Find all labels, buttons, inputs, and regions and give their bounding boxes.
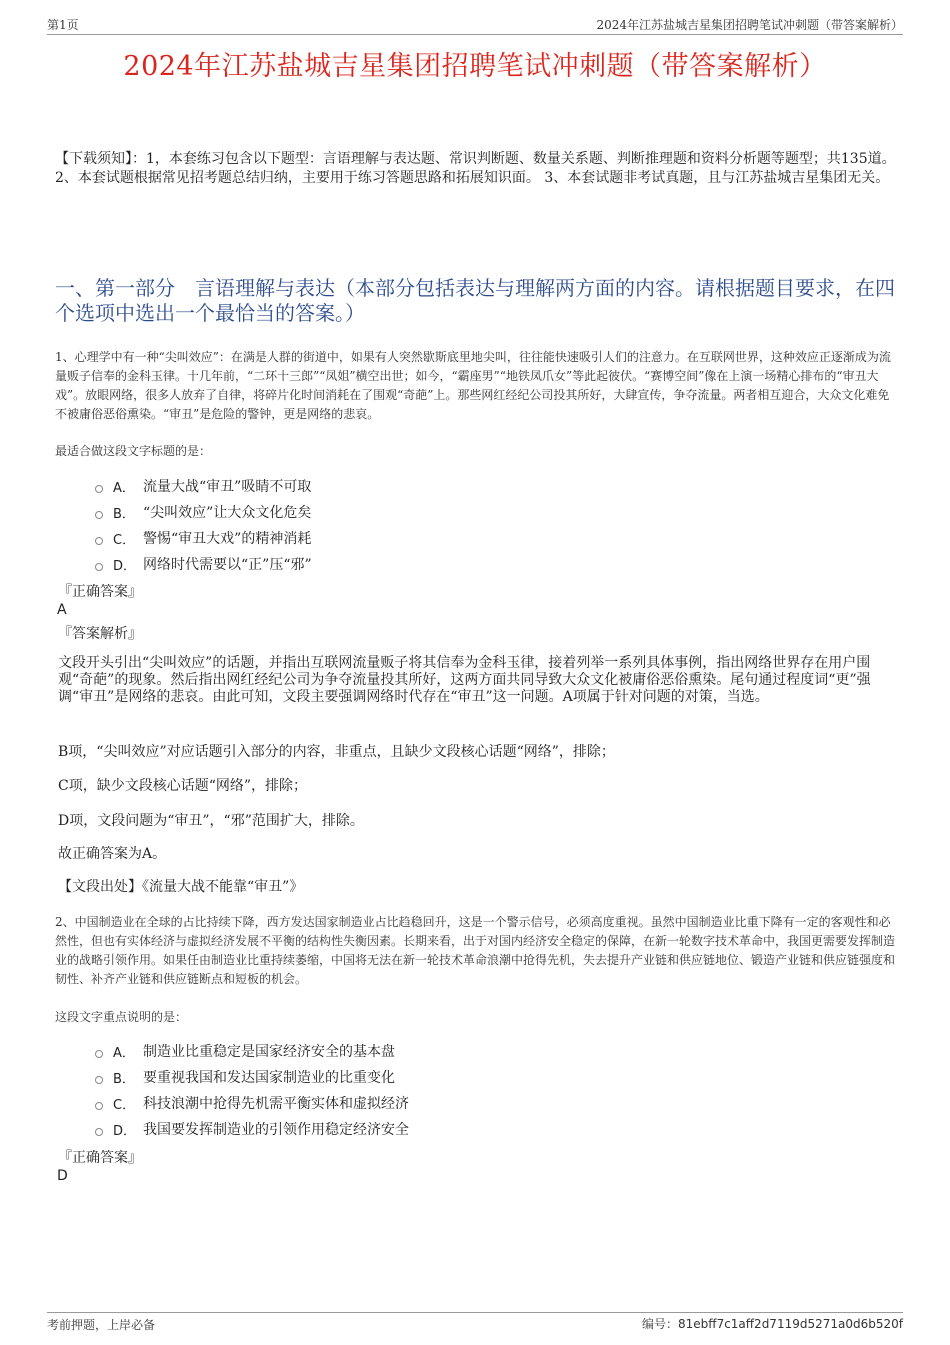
analysis-label: 『答案解析』 — [58, 626, 142, 642]
question-2-text: 2、中国制造业在全球的占比持续下降，西方发达国家制造业占比趋稳回升，这是一个警示信号，必须高度重视。虽然中国制造业比重下降有一定的客观性和必然性，但也有实体经济与虚拟经济发展不平衡的结构性失衡因素。长期来看，出于对国内经济安全稳定的保障，在新一轮数字技术革命中，我国更需要发挥制造业的战略引领作用。如果任由制造业比重持续萎缩，中国将无法在新一轮技术革命浪潮中抢得先机，失去提升产业链和供应链地位、锻造产业链和供应链强度和韧性、补齐产业链和供应链断点和短板的机会。 — [55, 915, 896, 986]
option-b[interactable] — [95, 499, 695, 525]
option-text: 科技浪潮中抢得先机需平衡实体和虚拟经济 — [143, 1096, 409, 1112]
option-letter: B． — [113, 1071, 135, 1087]
answer-label: 『正确答案』 — [58, 1150, 142, 1166]
answer-label: 『正确答案』 — [58, 584, 142, 600]
radio-icon[interactable] — [95, 1128, 103, 1136]
option-letter: A． — [113, 1045, 135, 1061]
option-letter: D． — [113, 1123, 137, 1139]
question-1-prompt: 最适合做这段文字标题的是： — [55, 444, 212, 458]
download-notice: 【下载须知】：1，本套练习包含以下题型：言语理解与表达题、常识判断题、数量关系题、判断推理题和资料分析题等题型；共135道。 2、本套试题根据常见招考题总结归纳，主要用于练习答题思路和拓展知识面。 3、本套试题非考试真题，且与江苏盐城吉星集团无关。 — [55, 151, 896, 186]
answer-value: D — [57, 1168, 68, 1184]
option-c[interactable] — [95, 525, 695, 551]
option-a[interactable] — [95, 473, 695, 499]
option-text: 流量大战“审丑”吸睛不可取 — [143, 479, 312, 495]
option-letter: A． — [113, 480, 135, 496]
radio-icon[interactable] — [95, 1076, 103, 1084]
question-2-prompt: 这段文字重点说明的是： — [55, 1010, 188, 1024]
option-b[interactable] — [95, 1064, 695, 1090]
question-1-text: 1、心理学中有一种“尖叫效应”：在满是人群的街道中，如果有人突然歇斯底里地尖叫，往往能快速吸引人们的注意力。在互联网世界，这种效应正逐渐成为流量贩子信奉的金科玉律。十几年前，“二环十三郎”“凤姐”横空出世；如今，“霸座男”“地铁凤爪女”等此起彼伏。“赛博空间”像在上演一场精心排布的“审丑大戏”。放眼网络，很多人放弃了自律，将碎片化时间消耗在了围观“奇葩”上。那些网红经纪公司投其所好，大肆宣传，争夺流量。两者相互迎合，大众文化难免不被庸俗恶俗熏染。“审丑”是危险的警钟，更是网络的悲哀。 — [55, 350, 891, 421]
question-2-options — [95, 1038, 695, 1142]
footer-slogan: 考前押题，上岸必备 — [47, 1318, 156, 1332]
radio-icon[interactable] — [95, 537, 103, 545]
option-d[interactable] — [95, 551, 695, 577]
option-letter: B． — [113, 506, 135, 522]
option-c[interactable] — [95, 1090, 695, 1116]
option-text: 我国要发挥制造业的引领作用稳定经济安全 — [143, 1122, 409, 1138]
radio-icon[interactable] — [95, 563, 103, 571]
page-header — [47, 14, 903, 35]
option-text: “尖叫效应”让大众文化危矣 — [143, 505, 312, 521]
document-code — [642, 1315, 903, 1332]
option-text: 网络时代需要以“正”压“邪” — [143, 557, 312, 573]
page-footer — [47, 1312, 903, 1333]
question-1-options — [95, 473, 695, 577]
radio-icon[interactable] — [95, 1050, 103, 1058]
option-letter: C． — [113, 532, 136, 548]
code-label: 编号： — [642, 1317, 679, 1331]
option-d[interactable] — [95, 1116, 695, 1142]
page-number: 第1页 — [47, 18, 79, 32]
header-doc-title: 2024年江苏盐城吉星集团招聘笔试冲刺题（带答案解析） — [596, 18, 903, 32]
answer-value: A — [57, 602, 67, 618]
radio-icon[interactable] — [95, 1102, 103, 1110]
option-text: 制造业比重稳定是国家经济安全的基本盘 — [143, 1044, 395, 1060]
option-text: 要重视我国和发达国家制造业的比重变化 — [143, 1070, 395, 1086]
radio-icon[interactable] — [95, 511, 103, 519]
analysis-paragraph: D项，文段问题为“审丑”，“邪”范围扩大，排除。 — [58, 813, 364, 829]
analysis-paragraph: B项，“尖叫效应”对应话题引入部分的内容，非重点，且缺少文段核心话题“网络”，排除； — [58, 744, 615, 760]
option-letter: D． — [113, 558, 137, 574]
passage-source: 【文段出处】《流量大战不能靠“审丑”》 — [58, 879, 304, 895]
option-a[interactable] — [95, 1038, 695, 1064]
option-letter: C． — [113, 1097, 136, 1113]
document-title: 2024年江苏盐城吉星集团招聘笔试冲刺题（带答案解析） — [123, 51, 827, 82]
code-value: 81ebff7c1aff2d7119d5271a0d6b520f — [678, 1317, 903, 1331]
analysis-paragraph: 故正确答案为A。 — [58, 846, 167, 862]
analysis-paragraph: 文段开头引出“尖叫效应”的话题，并指出互联网流量贩子将其信奉为金科玉律，接着列举一系列具体事例，指出网络世界存在用户围观“奇葩”的现象。然后指出网红经纪公司为争夺流量投其所好，这两方面共同导致大众文化被庸俗恶俗熏染。尾句通过程度词“更”强调“审丑”是网络的悲哀。由此可知，文段主要强调网络时代存在“审丑”这一问题。A项属于针对问题的对策，当选。 — [58, 655, 871, 705]
radio-icon[interactable] — [95, 485, 103, 493]
analysis-paragraph: C项，缺少文段核心话题“网络”，排除； — [58, 778, 308, 794]
option-text: 警惕“审丑大戏”的精神消耗 — [143, 531, 312, 547]
section-heading: 一、第一部分 言语理解与表达（本部分包括表达与理解两方面的内容。请根据题目要求，在四个选项中选出一个最恰当的答案。） — [55, 276, 895, 325]
